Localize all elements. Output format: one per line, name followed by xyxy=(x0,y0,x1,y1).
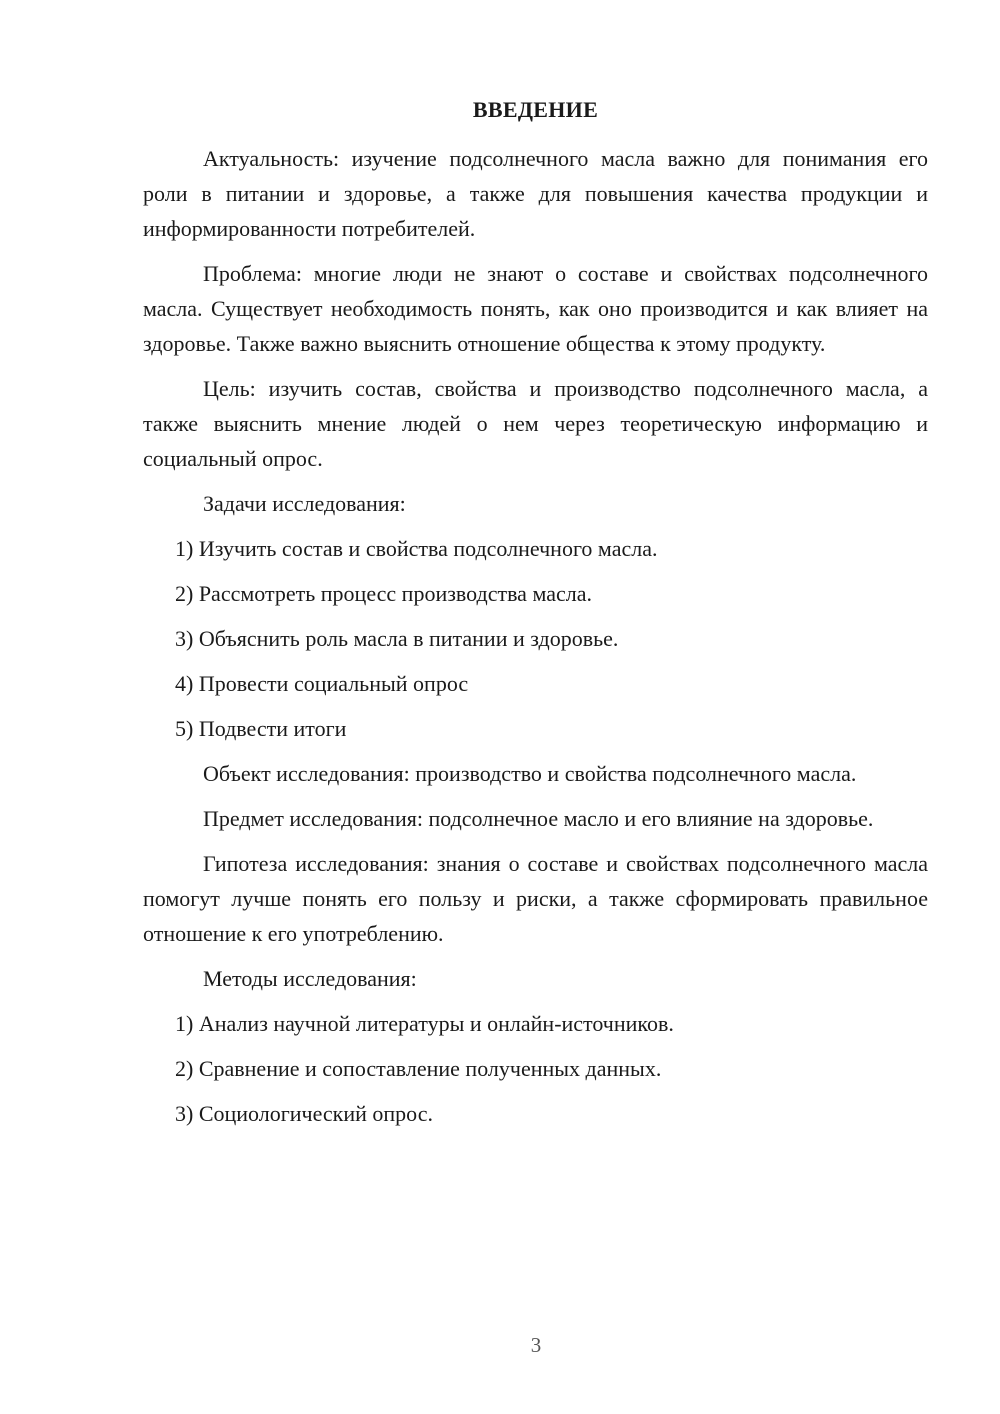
page-content xyxy=(143,95,928,1141)
task-item: 3) Объяснить роль масла в питании и здоровье. xyxy=(175,626,619,651)
page-number: 3 xyxy=(530,1333,542,1357)
method-item: 1) Анализ научной литературы и онлайн-источников. xyxy=(175,1011,674,1036)
task-item: 2) Рассмотреть процесс производства масла. xyxy=(175,581,592,606)
task-item: 1) Изучить состав и свойства подсолнечного масла. xyxy=(175,536,658,561)
task-item: 4) Провести социальный опрос xyxy=(175,671,469,696)
methods-list xyxy=(143,1006,928,1131)
methods-heading: Методы исследования: xyxy=(203,966,417,991)
method-item: 2) Сравнение и сопоставление полученных данных. xyxy=(175,1056,662,1081)
object-paragraph: Объект исследования: производство и свойства подсолнечного масла. xyxy=(203,761,857,786)
problem-paragraph: Проблема: многие люди не знают о составе и свойствах подсолнечного масла. Существует необходимость понять, как оно производится и как влияет на здоровье. Также важно выяснить отношение общества к этому продукту. xyxy=(143,261,928,356)
section-heading: ВВЕДЕНИЕ xyxy=(472,97,599,122)
tasks-heading: Задачи исследования: xyxy=(203,491,406,516)
relevance-paragraph: Актуальность: изучение подсолнечного масла важно для понимания его роли в питании и здоровье, а также для повышения качества продукции и информированности потребителей. xyxy=(143,146,928,241)
hypothesis-paragraph: Гипотеза исследования: знания о составе и свойствах подсолнечного масла помогут лучше понять его пользу и риски, а также сформировать правильное отношение к его употреблению. xyxy=(143,851,928,946)
task-item: 5) Подвести итоги xyxy=(175,716,347,741)
tasks-list xyxy=(143,531,928,746)
method-item: 3) Социологический опрос. xyxy=(175,1101,433,1126)
goal-paragraph: Цель: изучить состав, свойства и производство подсолнечного масла, а также выяснить мнение людей о нем через теоретическую информацию и социальный опрос. xyxy=(143,376,928,471)
subject-paragraph: Предмет исследования: подсолнечное масло и его влияние на здоровье. xyxy=(203,806,874,831)
